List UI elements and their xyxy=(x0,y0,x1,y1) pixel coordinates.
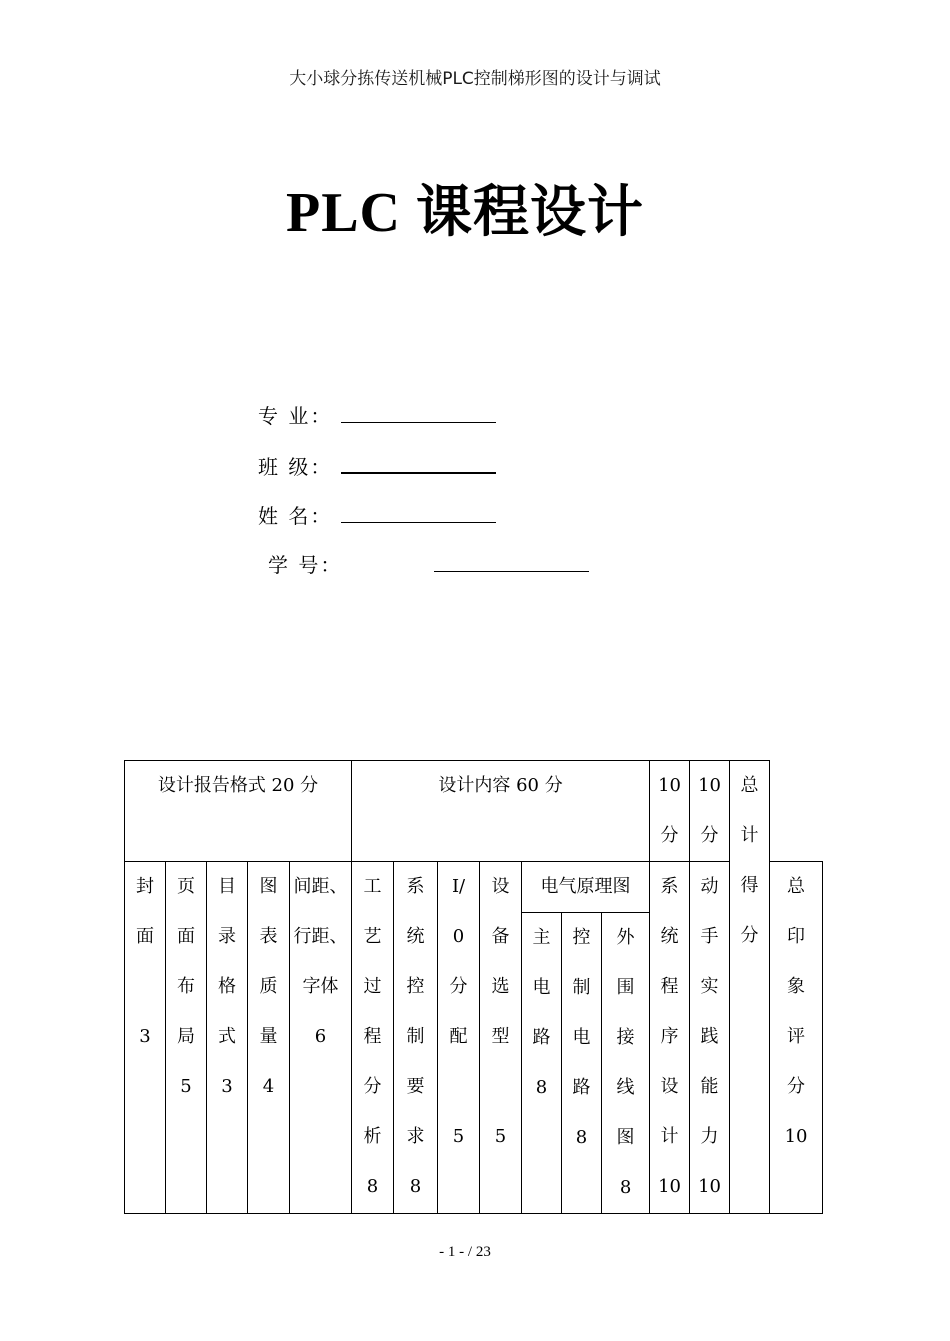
page-layout-cell: 页 面 布 局 5 xyxy=(166,862,207,1214)
grading-table xyxy=(124,760,823,1214)
overall-impression-cell: 总 印 象 评 分 10 xyxy=(770,862,823,1214)
practice-points-header: 10 分 xyxy=(650,761,690,862)
equipment-selection-cell: 设 备 选 型 5 xyxy=(480,862,522,1214)
io-allocation-cell: I/ 0 分 配 5 xyxy=(438,862,480,1214)
major-label: 专 业： xyxy=(258,404,333,428)
cover-cell: 封 面 3 xyxy=(125,862,166,1214)
page-number: - 1 - / 23 xyxy=(439,1244,491,1260)
class-label: 班 级： xyxy=(258,455,333,479)
total-score-column: 总 计 得 分 xyxy=(730,761,770,1214)
control-requirements-cell: 系 统 控 制 要 求 8 xyxy=(394,862,438,1214)
toc-format-cell: 目 录 格 式 3 xyxy=(207,862,248,1214)
class-blank[interactable] xyxy=(341,472,496,474)
schematic-group-header: 电气原理图 xyxy=(522,862,650,913)
name-blank[interactable] xyxy=(341,522,496,523)
running-header: 大小球分拣传送机械PLC控制梯形图的设计与调试 xyxy=(289,69,661,89)
spacing-font-cell: 间距、 行距、 字体 6 xyxy=(290,862,352,1214)
name-label: 姓 名： xyxy=(258,504,333,528)
student-id-blank[interactable] xyxy=(434,571,589,572)
major-blank[interactable] xyxy=(341,422,496,423)
hands-on-cell: 动 手 实 践 能 力 10 xyxy=(690,862,730,1214)
chart-quality-cell: 图 表 质 量 4 xyxy=(248,862,290,1214)
document-title: PLC 课程设计 xyxy=(286,182,644,244)
peripheral-wiring-cell: 外 围 接 线 图 8 xyxy=(602,913,650,1214)
impression-points-header: 10 分 xyxy=(690,761,730,862)
process-analysis-cell: 工 艺 过 程 分 析 8 xyxy=(352,862,394,1214)
main-circuit-cell: 主 电 路 8 xyxy=(522,913,562,1214)
student-id-label: 学 号： xyxy=(268,553,343,577)
control-circuit-cell: 控 制 电 路 8 xyxy=(562,913,602,1214)
program-design-cell: 系 统 程 序 设 计 10 xyxy=(650,862,690,1214)
format-group-header: 设计报告格式 20 分 xyxy=(125,761,352,862)
content-group-header: 设计内容 60 分 xyxy=(352,761,650,862)
